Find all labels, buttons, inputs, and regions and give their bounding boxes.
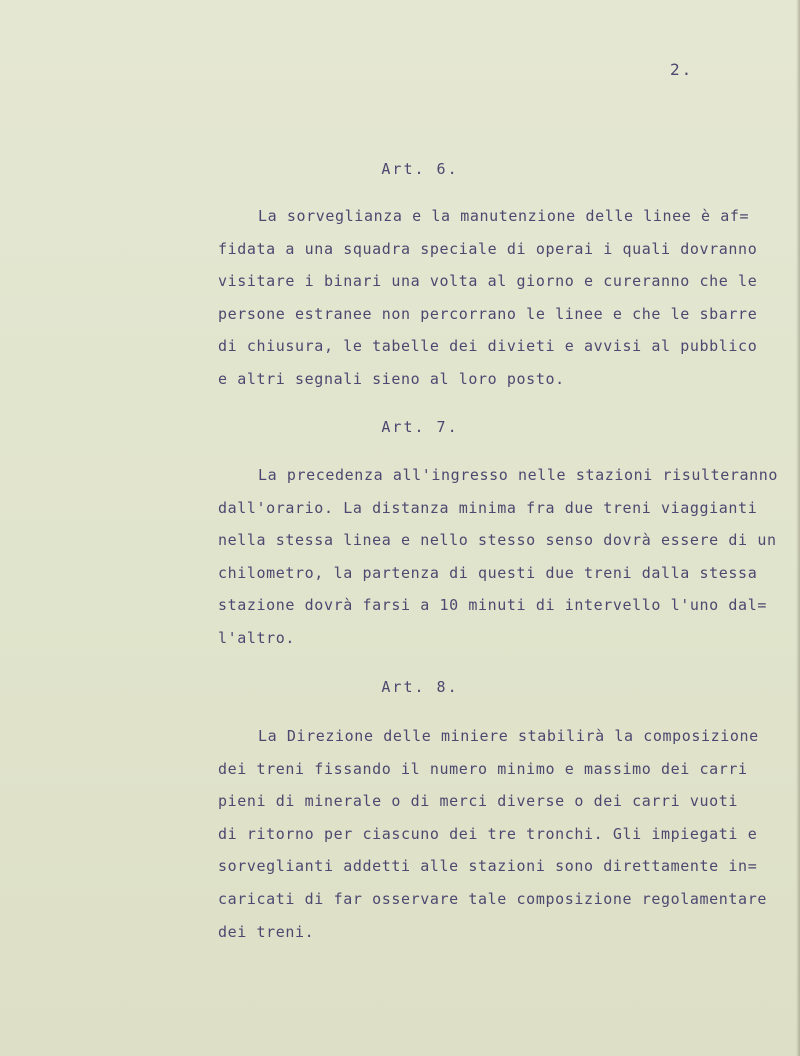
text-line: di ritorno per ciascuno dei tre tronchi. Gli impiegati e <box>218 824 758 843</box>
text-line: dei treni. <box>218 922 315 941</box>
text-line: stazione dovrà farsi a 10 minuti di intervello l'uno dal= <box>218 596 767 615</box>
text-line: pieni di minerale o di merci diverse o dei carri vuoti <box>218 792 739 811</box>
text-line: fidata a una squadra speciale di operai i quali dovranno <box>218 239 758 258</box>
text-line: sorveglianti addetti alle stazioni sono direttamente in= <box>218 857 758 876</box>
text-line: dei treni fissando il numero minimo e massimo dei carri <box>218 759 748 778</box>
text-line: l'altro. <box>218 628 296 647</box>
page-number: 2. <box>670 60 694 79</box>
article-6-heading: Art. 6. <box>381 160 459 178</box>
article-7-text <box>218 459 798 655</box>
text-line: nella stessa linea e nello stesso senso dovrà essere di un <box>218 531 777 550</box>
text-line: dall'orario. La distanza minima fra due treni viaggianti <box>218 498 758 517</box>
text-line: chilometro, la partenza di questi due treni dalla stessa <box>218 563 758 582</box>
article-8-text <box>218 720 798 948</box>
article-7-heading: Art. 7. <box>381 418 459 436</box>
text-line: persone estranee non percorrano le linee e che le sbarre <box>218 304 758 323</box>
text-line: caricati di far osservare tale composizione regolamentare <box>218 889 767 908</box>
text-line: e altri segnali sieno al loro posto. <box>218 369 565 388</box>
text-line: di chiusura, le tabelle dei divieti e avvisi al pubblico <box>218 337 758 356</box>
text-line: La Direzione delle miniere stabilirà la composizione <box>258 727 759 745</box>
article-6-text <box>218 200 798 396</box>
article-8-heading: Art. 8. <box>381 678 459 696</box>
text-line: La sorveglianza e la manutenzione delle linee è af= <box>258 207 750 225</box>
text-line: visitare i binari una volta al giorno e cureranno che le <box>218 272 758 291</box>
text-line: La precedenza all'ingresso nelle stazioni risulteranno <box>258 466 779 484</box>
